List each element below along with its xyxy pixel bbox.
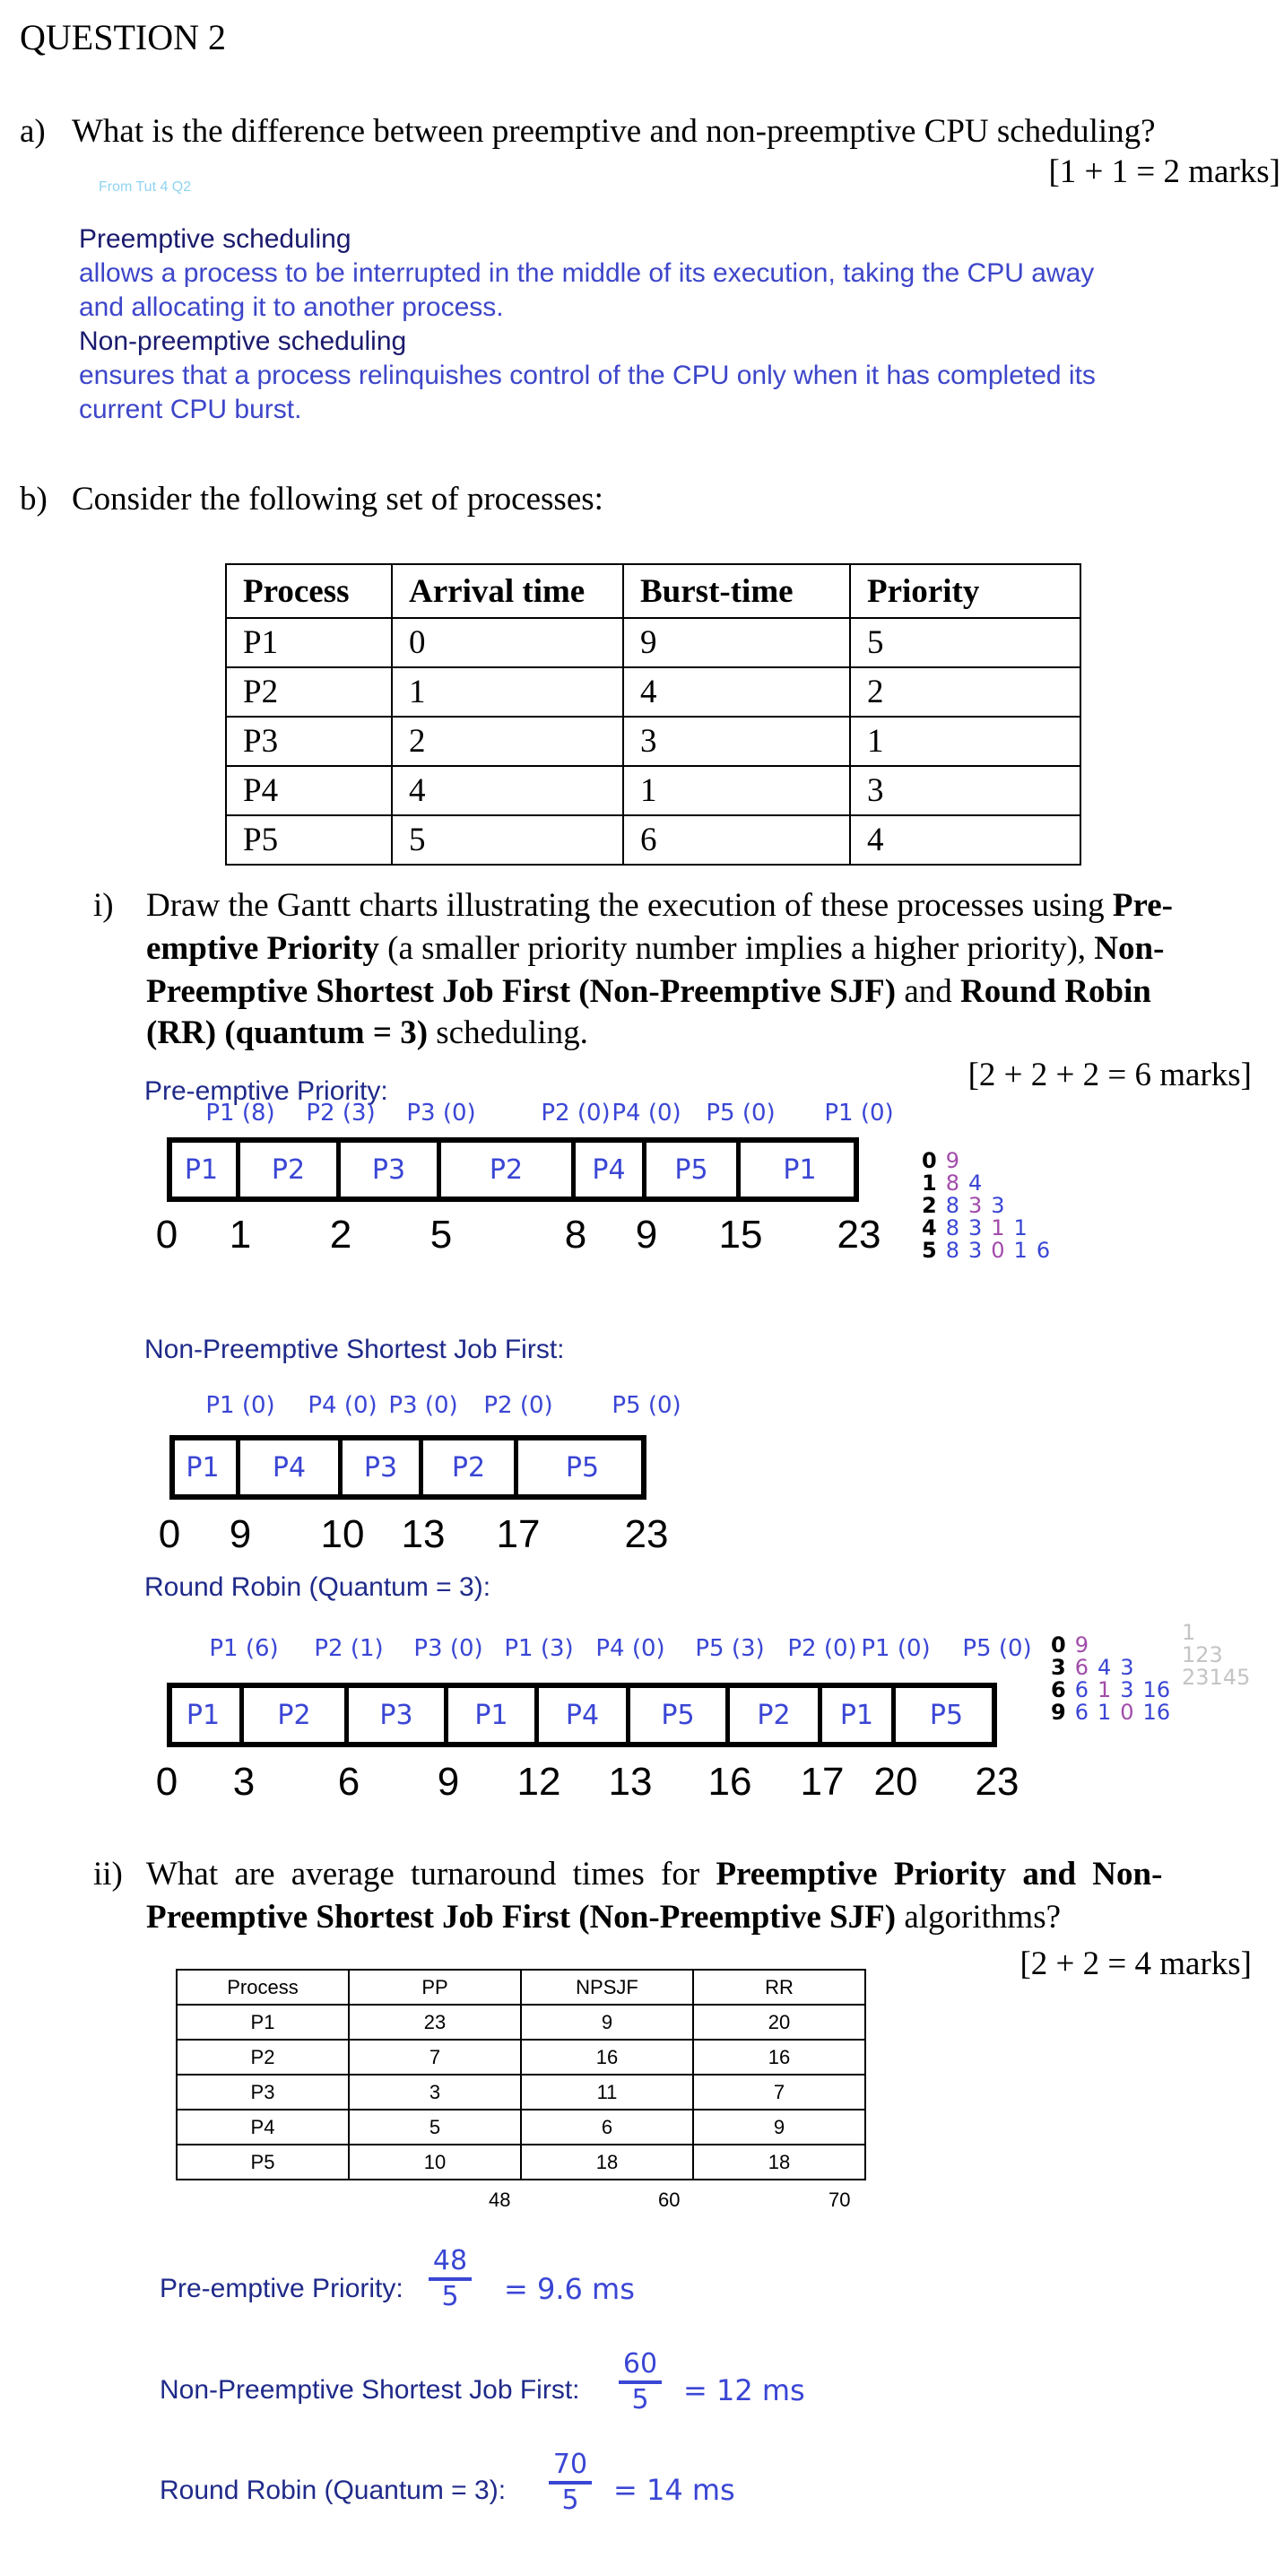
scratch-note-row — [1051, 1634, 1179, 1657]
text: and — [896, 973, 961, 1010]
remaining-burst-annotation: P2 (0) — [541, 1100, 611, 1127]
part-ii-line-1 — [146, 1855, 1162, 1894]
scratch-note-value: 3 — [967, 1238, 983, 1263]
cell: P3 — [226, 717, 392, 766]
gantt-segment-p2: P2 — [441, 1143, 576, 1197]
denominator: 5 — [441, 2281, 459, 2312]
denominator: 5 — [631, 2384, 649, 2415]
time-tick-label: 15 — [718, 1213, 763, 1257]
time-tick-label: 6 — [337, 1760, 360, 1804]
gantt-segment-p4: P4 — [240, 1440, 343, 1494]
text: What are average turnaround times for — [146, 1856, 716, 1893]
numerator: 60 — [622, 2348, 658, 2380]
scratch-note-value: 0 — [922, 1148, 937, 1173]
gantt-segment-p3: P3 — [349, 1688, 448, 1742]
average-rr-result: = 14 ms — [613, 2473, 735, 2507]
cell: 9 — [623, 618, 850, 667]
gantt-segment-p3: P3 — [341, 1143, 441, 1197]
part-a-label: a) — [20, 113, 46, 150]
table-row — [177, 2040, 865, 2075]
table-row — [226, 618, 1080, 667]
header-pp: PP — [349, 1970, 521, 2005]
text-bold: emptive Priority — [146, 930, 379, 967]
remaining-burst-annotation: P5 (0) — [706, 1100, 776, 1127]
cell: P4 — [177, 2110, 349, 2145]
scratch-note-row — [1051, 1657, 1179, 1679]
cell: 4 — [850, 815, 1080, 865]
cell: P2 — [226, 667, 392, 717]
scratch-note-value: 3 — [967, 1215, 983, 1240]
cell: P5 — [226, 815, 392, 865]
time-tick-label: 12 — [516, 1760, 561, 1804]
scratch-note-value: 3 — [1120, 1655, 1134, 1680]
scratch-note-value: 6 — [1074, 1700, 1089, 1725]
header-process: Process — [177, 1970, 349, 2005]
cell: 5 — [349, 2110, 521, 2145]
total-pp: 48 — [489, 2189, 511, 2211]
time-tick-label: 13 — [608, 1760, 653, 1804]
remaining-burst-annotation: P3 (0) — [413, 1635, 483, 1662]
table-row — [226, 815, 1080, 865]
cell: P1 — [226, 618, 392, 667]
header-burst-time: Burst-time — [623, 564, 850, 618]
cell: 20 — [693, 2005, 865, 2040]
scratch-note-row — [922, 1240, 1059, 1262]
text-bold: Preemptive Shortest Job First (Non-Preemptive SJF) — [146, 1899, 897, 1936]
remaining-burst-annotation: P3 (0) — [406, 1100, 476, 1127]
header-npsjf: NPSJF — [521, 1970, 693, 2005]
cell: P3 — [177, 2075, 349, 2110]
cell: 6 — [521, 2110, 693, 2145]
cell: 2 — [850, 667, 1080, 717]
text: algorithms? — [896, 1899, 1062, 1936]
remaining-burst-annotation: P5 (0) — [962, 1635, 1032, 1662]
cell: 1 — [623, 766, 850, 815]
gantt-segment-p4: P4 — [576, 1143, 646, 1197]
gantt-segment-p2: P2 — [423, 1440, 518, 1494]
remaining-burst-annotation: P1 (0) — [824, 1100, 894, 1127]
process-table-header — [226, 564, 1080, 618]
cell: 2 — [392, 717, 623, 766]
question-title: QUESTION 2 — [20, 17, 226, 57]
time-tick-label: 5 — [429, 1213, 453, 1257]
scratch-note-value: 1 — [991, 1215, 1005, 1240]
cell: 3 — [349, 2075, 521, 2110]
remaining-burst-annotation: P2 (3) — [306, 1100, 376, 1127]
scratch-note-value: 8 — [945, 1215, 959, 1240]
header-arrival-time: Arrival time — [392, 564, 623, 618]
remaining-burst-annotation: P5 (0) — [612, 1392, 681, 1419]
gantt-segment-p2: P2 — [730, 1688, 822, 1742]
table-row — [177, 2110, 865, 2145]
part-b-question: Consider the following set of processes: — [72, 481, 603, 518]
cell: 16 — [693, 2040, 865, 2075]
part-a-marks: [1 + 1 = 2 marks] — [1048, 153, 1280, 190]
scratch-note-row — [1051, 1701, 1179, 1724]
average-npsjf-label: Non-Preemptive Shortest Job First: — [160, 2375, 580, 2405]
remaining-burst-annotation: P1 (8) — [205, 1100, 275, 1127]
answer-nonpreemptive-line-1: ensures that a process relinquishes control of the CPU only when it has completed its — [79, 361, 1096, 390]
gantt-segment-p1: P1 — [169, 1440, 240, 1494]
scratch-note-value: 9 — [945, 1148, 959, 1173]
preemptive-priority-scratch-notes — [922, 1150, 1059, 1262]
cell: 11 — [521, 2075, 693, 2110]
text-bold: Round Robin — [960, 973, 1151, 1010]
time-tick-label: 0 — [155, 1213, 178, 1257]
answer-preemptive-line-1: allows a process to be interrupted in the middle of its execution, taking the CPU away — [79, 258, 1095, 288]
scratch-note-value: 1 — [1013, 1215, 1028, 1240]
part-i-label: i) — [93, 887, 114, 924]
cell: 0 — [392, 618, 623, 667]
cell: 4 — [392, 766, 623, 815]
scratch-note-value: 2 — [922, 1193, 937, 1218]
cell: 18 — [521, 2145, 693, 2180]
total-rr: 70 — [829, 2189, 851, 2211]
ready-queue-notes — [1182, 1622, 1250, 1689]
cell: 4 — [623, 667, 850, 717]
part-ii-label: ii) — [93, 1856, 123, 1893]
part-b-label: b) — [20, 481, 48, 518]
ready-queue-note: 1 — [1182, 1620, 1196, 1645]
average-npsjf-result: = 12 ms — [683, 2373, 805, 2407]
gantt-segment-p1: P1 — [167, 1143, 240, 1197]
remaining-burst-annotation: P1 (0) — [205, 1392, 275, 1419]
remaining-burst-annotation: P2 (0) — [787, 1635, 857, 1662]
scratch-note-value: 16 — [1142, 1677, 1171, 1702]
part-a-question: What is the difference between preemptive and non-preemptive CPU scheduling? — [72, 113, 1156, 150]
cell: 5 — [850, 618, 1080, 667]
remaining-burst-annotation: P5 (3) — [695, 1635, 765, 1662]
scratch-note-value: 0 — [1120, 1700, 1134, 1725]
remaining-burst-annotation: P3 (0) — [388, 1392, 458, 1419]
remaining-burst-annotation: P2 (0) — [483, 1392, 553, 1419]
time-tick-label: 16 — [707, 1760, 752, 1804]
time-tick-label: 9 — [635, 1213, 658, 1257]
scratch-note-row — [922, 1150, 1059, 1172]
numerator: 70 — [552, 2449, 588, 2480]
text-bold: Preemptive Shortest Job First (Non-Preemptive SJF) — [146, 973, 897, 1010]
time-tick-label: 23 — [624, 1512, 669, 1556]
scratch-note-value: 0 — [991, 1238, 1005, 1263]
ready-queue-note: 23145 — [1182, 1665, 1251, 1690]
text: scheduling. — [428, 1014, 588, 1051]
scratch-note-value: 6 — [1036, 1238, 1051, 1263]
cell: P2 — [177, 2040, 349, 2075]
scratch-note-value: 0 — [1051, 1632, 1066, 1658]
scratch-note-value: 6 — [1074, 1655, 1089, 1680]
cell: 16 — [521, 2040, 693, 2075]
time-tick-label: 23 — [837, 1213, 881, 1257]
scratch-note-value: 8 — [945, 1238, 959, 1263]
part-i-marks: [2 + 2 + 2 = 6 marks] — [967, 1057, 1252, 1093]
scratch-note-value: 4 — [967, 1171, 983, 1196]
round-robin-gantt-bar — [167, 1683, 997, 1747]
remaining-burst-annotation: P4 (0) — [595, 1635, 665, 1662]
cell: 9 — [693, 2110, 865, 2145]
gantt-segment-p2: P2 — [240, 1143, 341, 1197]
scratch-note-value: 3 — [1120, 1677, 1134, 1702]
cell: 10 — [349, 2145, 521, 2180]
text-bold: Pre- — [1112, 887, 1173, 924]
scratch-note-value: 6 — [1051, 1677, 1066, 1702]
time-tick-label: 0 — [155, 1760, 178, 1804]
part-i-line-2 — [146, 929, 1164, 969]
scratch-note-value: 6 — [1074, 1677, 1089, 1702]
time-tick-label: 2 — [329, 1213, 352, 1257]
remaining-burst-annotation: P1 (0) — [861, 1635, 931, 1662]
scratch-note-value: 4 — [1097, 1655, 1112, 1680]
gantt-segment-p2: P2 — [244, 1688, 349, 1742]
turnaround-table-header — [177, 1970, 865, 2005]
time-tick-label: 17 — [800, 1760, 845, 1804]
time-tick-label: 9 — [229, 1512, 252, 1556]
cell: 1 — [392, 667, 623, 717]
table-row — [226, 766, 1080, 815]
header-rr: RR — [693, 1970, 865, 2005]
remaining-burst-annotation: P2 (1) — [314, 1635, 384, 1662]
npsjf-title: Non-Preemptive Shortest Job First: — [144, 1335, 565, 1364]
answer-nonpreemptive-line-2: current CPU burst. — [79, 395, 302, 424]
cell: 5 — [392, 815, 623, 865]
average-npsjf-fraction — [619, 2350, 662, 2415]
gantt-segment-p5: P5 — [646, 1143, 741, 1197]
gantt-segment-p1: P1 — [167, 1688, 244, 1742]
table-row — [177, 2075, 865, 2110]
gantt-segment-p5: P5 — [630, 1688, 730, 1742]
scratch-note-value: 1 — [1097, 1700, 1112, 1725]
gantt-segment-p3: P3 — [343, 1440, 423, 1494]
process-table — [225, 563, 1081, 866]
round-robin-title: Round Robin (Quantum = 3): — [144, 1572, 491, 1602]
text-bold: Non- — [1094, 930, 1165, 967]
answer-preemptive-line-2: and allocating it to another process. — [79, 292, 504, 322]
table-row — [226, 717, 1080, 766]
scratch-note-value: 3 — [967, 1193, 983, 1218]
cell: 7 — [349, 2040, 521, 2075]
header-priority: Priority — [850, 564, 1080, 618]
cell: 3 — [850, 766, 1080, 815]
gantt-segment-p1: P1 — [783, 1153, 817, 1186]
time-tick-label: 23 — [975, 1760, 1019, 1804]
preemptive-priority-title: Pre-emptive Priority: — [144, 1076, 388, 1106]
turnaround-table — [176, 1969, 866, 2180]
time-tick-label: 0 — [158, 1512, 181, 1556]
denominator: 5 — [561, 2485, 579, 2516]
time-tick-label: 3 — [232, 1760, 256, 1804]
scratch-note-value: 1 — [1013, 1238, 1028, 1263]
table-row — [177, 2005, 865, 2040]
cell: P1 — [177, 2005, 349, 2040]
average-rr-fraction — [549, 2450, 592, 2515]
cell: P4 — [226, 766, 392, 815]
remaining-burst-annotation: P1 (3) — [504, 1635, 574, 1662]
scratch-note-row — [1051, 1679, 1179, 1701]
average-rr-label: Round Robin (Quantum = 3): — [160, 2476, 507, 2505]
scratch-note-value: 8 — [945, 1193, 959, 1218]
part-i-line-4 — [146, 1014, 588, 1053]
cell: P5 — [177, 2145, 349, 2180]
scratch-note-value: 16 — [1142, 1700, 1171, 1725]
round-robin-scratch-notes — [1051, 1634, 1179, 1724]
preemptive-priority-gantt-bar — [167, 1137, 859, 1202]
scratch-note-row — [922, 1195, 1059, 1217]
scratch-note-value: 1 — [922, 1171, 937, 1196]
cell: 18 — [693, 2145, 865, 2180]
ready-queue-note: 123 — [1182, 1642, 1223, 1667]
remaining-burst-annotation: P4 (0) — [308, 1392, 377, 1419]
text-bold: (RR) (quantum = 3) — [146, 1014, 429, 1051]
scratch-note-row — [922, 1217, 1059, 1240]
gantt-segment-p1: P1 — [822, 1688, 896, 1742]
scratch-note-value: 4 — [922, 1215, 937, 1240]
scratch-note-value: 3 — [1051, 1655, 1066, 1680]
answer-preemptive-heading: Preemptive scheduling — [79, 224, 351, 254]
gantt-segment-p5: P5 — [565, 1451, 600, 1484]
part-ii-marks: [2 + 2 = 4 marks] — [1019, 1945, 1252, 1982]
part-ii-line-2 — [146, 1898, 1061, 1937]
npsjf-gantt-bar — [169, 1435, 646, 1500]
time-tick-label: 17 — [496, 1512, 541, 1556]
part-i-line-3 — [146, 972, 1151, 1012]
average-pp-fraction — [429, 2247, 472, 2311]
time-tick-label: 1 — [229, 1213, 252, 1257]
scratch-note-value: 3 — [991, 1193, 1005, 1218]
text: Draw the Gantt charts illustrating the execution of these processes using — [146, 887, 1113, 924]
numerator: 48 — [432, 2245, 468, 2276]
gantt-segment-p4: P4 — [539, 1688, 630, 1742]
scratch-note-value: 1 — [1097, 1677, 1112, 1702]
scratch-note-row — [922, 1172, 1059, 1195]
total-npsjf: 60 — [658, 2189, 681, 2211]
cell: 6 — [623, 815, 850, 865]
time-tick-label: 9 — [437, 1760, 460, 1804]
text: (a smaller priority number implies a higher priority), — [378, 930, 1095, 967]
time-tick-label: 10 — [320, 1512, 365, 1556]
time-tick-label: 20 — [873, 1760, 918, 1804]
average-pp-label: Pre-emptive Priority: — [160, 2274, 403, 2303]
gantt-segment-p1: P1 — [448, 1688, 539, 1742]
time-tick-label: 13 — [401, 1512, 446, 1556]
header-process: Process — [226, 564, 392, 618]
cell: 9 — [521, 2005, 693, 2040]
cell: 23 — [349, 2005, 521, 2040]
gantt-segment-p5: P5 — [929, 1699, 964, 1731]
scratch-note-value: 5 — [922, 1238, 937, 1263]
remaining-burst-annotation: P4 (0) — [612, 1100, 681, 1127]
average-pp-result: = 9.6 ms — [504, 2272, 635, 2306]
cell: 3 — [623, 717, 850, 766]
time-tick-label: 8 — [564, 1213, 587, 1257]
scratch-note-value: 9 — [1074, 1632, 1089, 1658]
source-note: From Tut 4 Q2 — [99, 179, 192, 195]
table-row — [226, 667, 1080, 717]
part-i-line-1 — [146, 886, 1173, 926]
answer-nonpreemptive-heading: Non-preemptive scheduling — [79, 326, 407, 356]
cell: 1 — [850, 717, 1080, 766]
scratch-note-value: 8 — [945, 1171, 959, 1196]
text-bold: Preemptive Priority and Non- — [716, 1856, 1163, 1893]
cell: 7 — [693, 2075, 865, 2110]
scratch-note-value: 9 — [1051, 1700, 1066, 1725]
table-row — [177, 2145, 865, 2180]
remaining-burst-annotation: P1 (6) — [209, 1635, 279, 1662]
